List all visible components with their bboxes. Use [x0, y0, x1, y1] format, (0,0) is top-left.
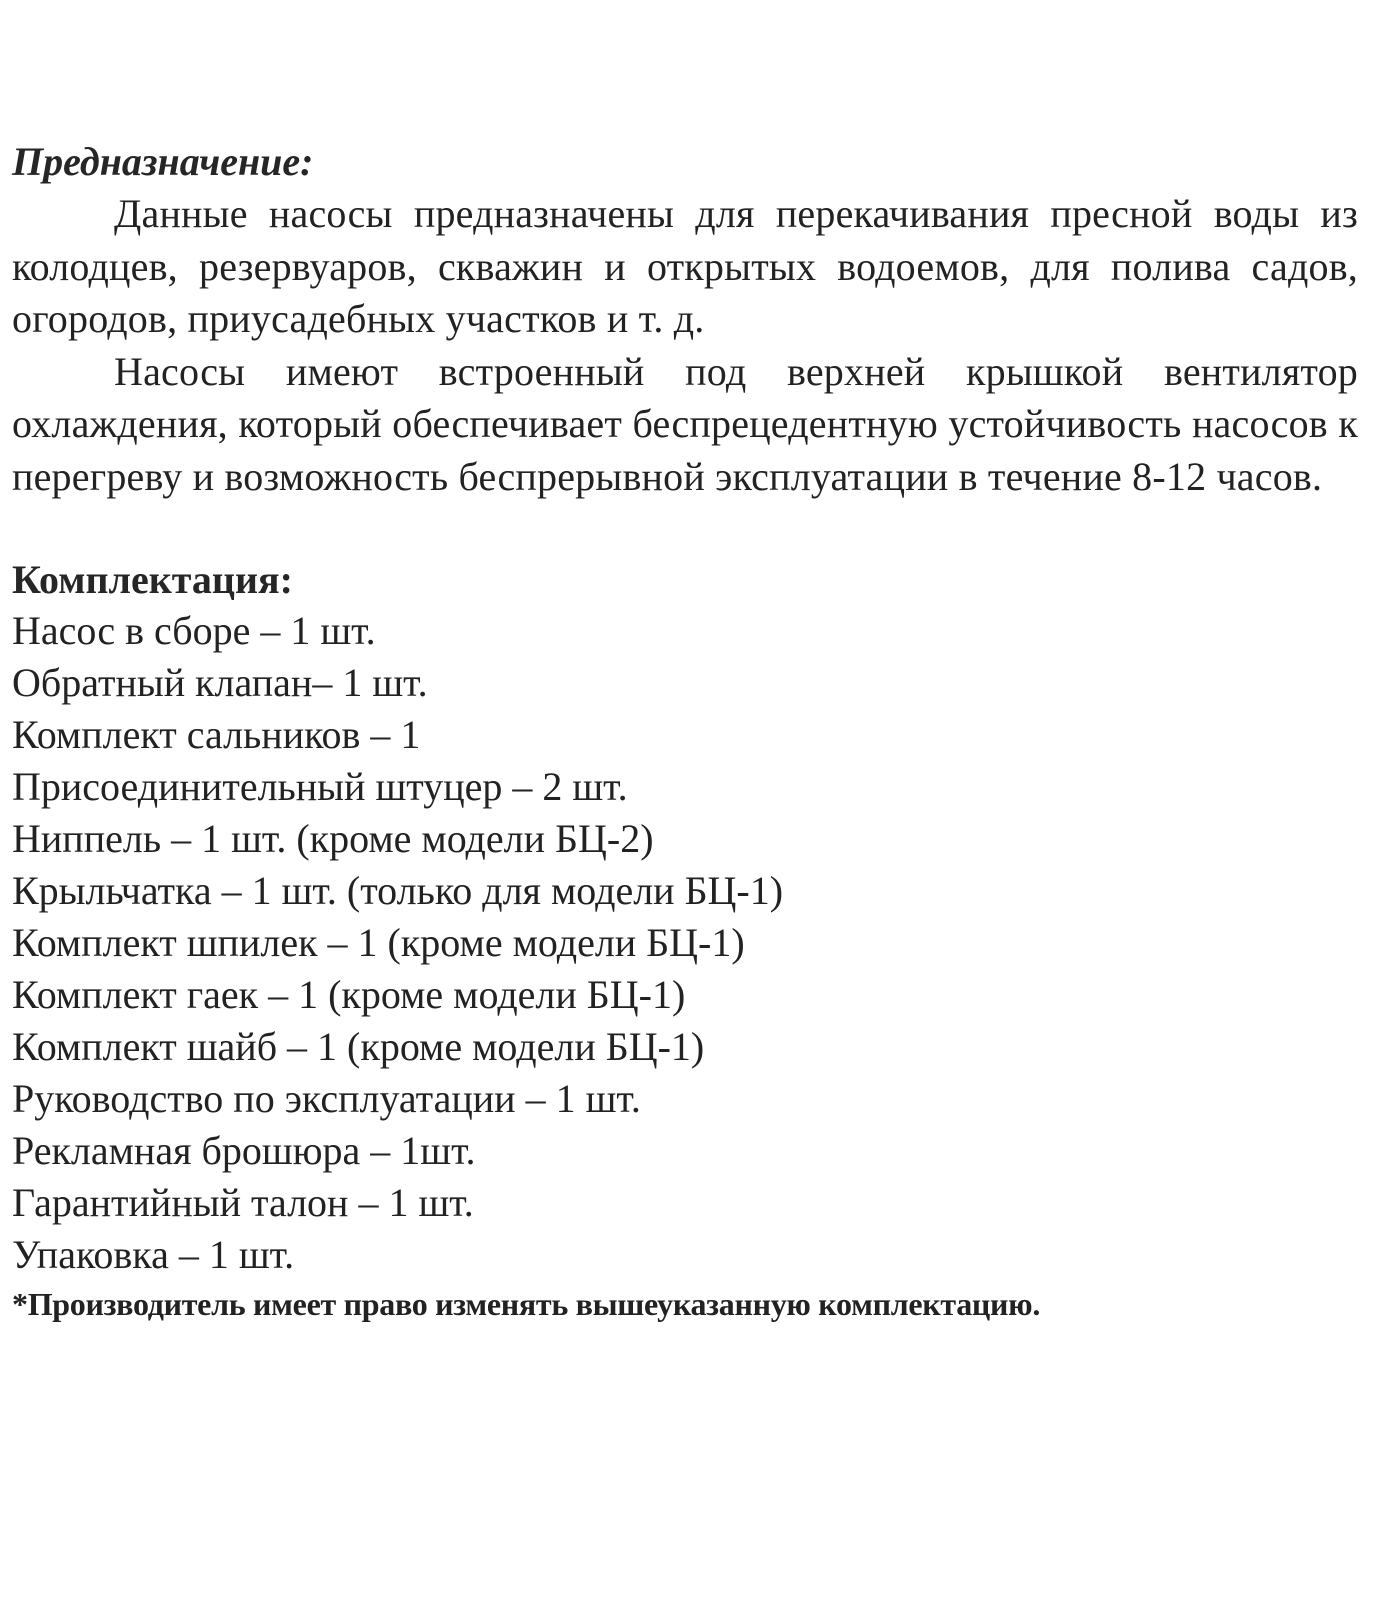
kit-item: Комплект сальников – 1 — [12, 712, 421, 757]
manufacturer-note: *Производитель имеет право изменять вышеуказанную комплектацию. — [12, 1286, 1041, 1322]
kit-item: Рекламная брошюра – 1шт. — [12, 1128, 476, 1173]
purpose-heading: Предназначение: — [12, 139, 314, 184]
kit-item: Комплект шайб – 1 (кроме модели БЦ-1) — [12, 1024, 705, 1069]
kit-heading: Комплектация: — [12, 557, 293, 602]
kit-item: Комплект шпилек – 1 (кроме модели БЦ-1) — [12, 920, 745, 965]
cooling-paragraph: Насосы имеют встроенный под верхней крышкой вентилятор охлаждения, который обеспечивает беспрецедентную устойчивость насосов к перегреву и возможность беспрерывной эксплуатации в течение 8-12 часов. — [12, 348, 1358, 499]
document-body — [12, 136, 1358, 1327]
kit-item: Комплект гаек – 1 (кроме модели БЦ-1) — [12, 972, 686, 1017]
kit-item: Руководство по эксплуатации – 1 шт. — [12, 1076, 641, 1121]
kit-item: Ниппель – 1 шт. (кроме модели БЦ-2) — [12, 816, 654, 861]
kit-item: Обратный клапан– 1 шт. — [12, 660, 428, 705]
kit-section — [12, 555, 1358, 1327]
purpose-paragraph: Данные насосы предназначены для перекачивания пресной воды из колодцев, резервуаров, скважин и открытых водоемов, для полива садов, огородов, приусадебных участков и т. д. — [12, 191, 1358, 341]
kit-list — [12, 605, 1358, 1281]
kit-item: Присоединительный штуцер – 2 шт. — [12, 764, 628, 809]
section-spacer — [12, 503, 1358, 555]
purpose-section — [12, 136, 1358, 503]
kit-item: Насос в сборе – 1 шт. — [12, 608, 376, 653]
kit-item: Гарантийный талон – 1 шт. — [12, 1180, 474, 1225]
kit-item: Упаковка – 1 шт. — [12, 1232, 295, 1277]
kit-item: Крыльчатка – 1 шт. (только для модели БЦ-1) — [12, 868, 784, 913]
